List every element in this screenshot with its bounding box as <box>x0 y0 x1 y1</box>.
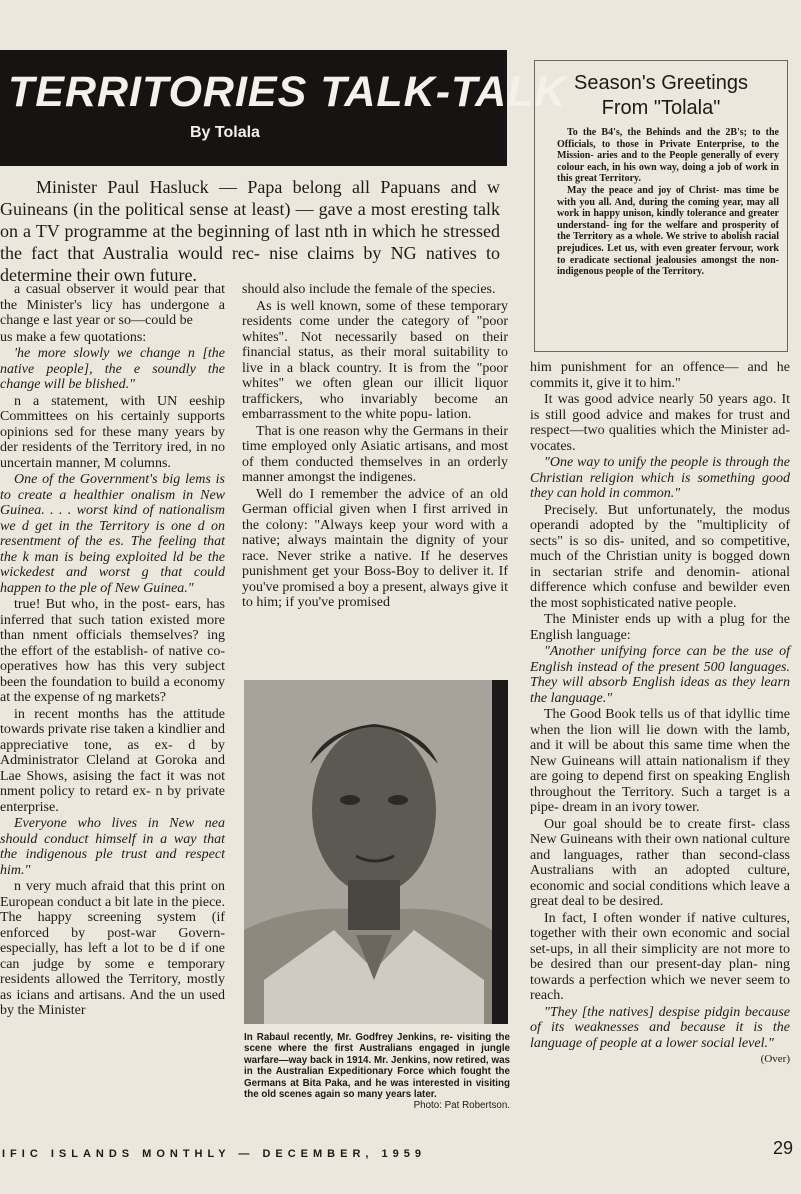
article-paragraph: As is well known, some of these temporary residents come under the category of "poor whites". Not necessarily based on their financial status, as their moral suitability to live in a black country. It is from the "poor whites" we often glean our illicit liquor traffickers, who invariably become an embarrassment to the white popu- lation. <box>242 298 508 422</box>
greetings-title-line2: From "Tolala" <box>601 97 721 119</box>
lead-paragraph <box>0 176 500 286</box>
article-paragraph: One of the Government's big lems is to create a healthier onalism in New Guinea. . . . worst kind of nationalism we d get in the Territory is one d on resentment of the es. The feeling that the k man is being exploited ld be the wickedest and worst g that could happen to the ple of New Guinea." <box>0 472 225 596</box>
article-paragraph: Our goal should be to create first- class New Guineans with their own national culture and languages, rather than second-class Australians with an adopted culture, economic and social conditions which leave a great deal to be desired. <box>530 816 790 909</box>
greetings-paragraph: May the peace and joy of Christ- mas time be with you all. And, during the coming year, may all work in happy unison, kindly tolerance and greater understand- ing for the welfare and prosperity of the Territory as a whole. We strive to abolish racial prejudices. Let us, with even greater fervour, work to eradicate sectional jealousies amongst the non- indigenous people of the Territory. <box>557 184 779 278</box>
page-number: 29 <box>772 1138 793 1158</box>
article-paragraph: true! But who, in the post- ears, has inferred that such tation existed more than nment officials themselves? ing the effort of the establish- of native co-operatives how has this very subject been the foundation to build a economy at the expense of ng markets? <box>0 597 225 705</box>
greetings-paragraph: To the B4's, the Behinds and the 2B's; to the Officials, to those in Private Enterprise, to the Mission- aries and to the People generally of every colour each, in his own way, doing a job of work in this great Territory. <box>557 127 779 185</box>
caption-text: In Rabaul recently, Mr. Godfrey Jenkins, re- visiting the scene where the first Australians engaged in jungle warfare—way back in 1914. Mr. Jenkins, now retired, was in the Australian Expeditionary Force which fought the Germans at Bita Paka, and he was interested in visiting the old scenes again so many years later. <box>244 1032 510 1101</box>
greetings-title <box>535 71 787 121</box>
portrait-illustration <box>244 680 508 1024</box>
article-paragraph: n very much afraid that this print on European conduct a bit late in the piece. The happy screening system (if enforced by post-war Govern- especially, has left a lot to be d if one can judge by some e temporary residents allowed the Territory, mostly as icians and artisans. And the un used by the Minister <box>0 879 225 1018</box>
column-1 <box>0 282 225 1020</box>
article-paragraph: Precisely. But unfortunately, the modus operandi adopted by the "multiplicity of sects" is so dis- united, and so competitive, much of the Christian unity is bogged down in sectarian strife and denomin- ational difference which confuse and bewilder even the most sophisticated native people. <box>530 502 790 611</box>
article-title: TERRITORIES TALK-TALK <box>8 68 567 116</box>
article-paragraph: n a statement, with UN eeship Committees on his certainly supports opinions sed for these many years by der residents of the Territory ired, in no uncertain manner, M columns. <box>0 393 225 471</box>
article-paragraph: The Minister ends up with a plug for the English language: <box>530 612 790 643</box>
greetings-body <box>557 127 779 278</box>
photo-credit: Photo: Pat Robertson. <box>413 1100 510 1112</box>
article-paragraph: him punishment for an offence— and he commits it, give it to him." <box>530 360 790 391</box>
greetings-title-line1: Season's Greetings <box>574 72 748 94</box>
title-banner <box>0 50 567 166</box>
page-footer <box>0 1138 801 1168</box>
continued-over-label: (Over) <box>760 1053 790 1065</box>
photo-caption <box>244 1032 510 1112</box>
article-paragraph: should also include the female of the species. <box>242 282 496 297</box>
footer-masthead: IFIC ISLANDS MONTHLY — DECEMBER, 1959 <box>2 1148 426 1160</box>
article-byline: By Tolala <box>190 124 260 141</box>
article-paragraph: us make a few quotations: <box>0 329 147 345</box>
article-paragraph: "Another unifying force can be the use of English instead of the present 500 languages. They will absorb English ideas as they learn the language." <box>530 644 790 706</box>
column-3 <box>530 360 790 1068</box>
article-paragraph: The Good Book tells us of that idyllic time when the lion will lie down with the lamb, and it will be about this same time when the New Guineans will attain nationalism if they are going to depend first on speaking English throughout the Territory. Such a target is a pipe- dream in an ivory tower. <box>530 707 790 815</box>
column-2 <box>242 282 508 612</box>
seasons-greetings-box <box>534 60 788 352</box>
lead-text: Minister Paul Hasluck — Papa belong all Papuans and w Guineans (in the political sense at least) — gave a most eresting talk on a TV programme at the beginning of last nth in which he stressed the fact that Australia would rec- nise claims by NG natives to determine their own future. <box>0 177 500 285</box>
article-paragraph: That is one reason why the Germans in their time employed only Asiatic artisans, and most of them conducted themselves in an orderly manner amongst the indigenes. <box>242 423 508 485</box>
article-paragraph: a casual observer it would pear that the Minister's licy has undergone a change e last year or so—could be <box>0 282 225 328</box>
portrait-photo <box>244 680 508 1024</box>
article-paragraph: In fact, I often wonder if native cultures, together with their own economic and social set-ups, in all their simplicity are not more to be desired than our present-day plan- ning towards a perfection which we never seem to reach. <box>530 910 790 1003</box>
article-paragraph: "One way to unify the people is through the Christian religion which is something good they can hold in common." <box>530 455 790 501</box>
article-paragraph: "They [the natives] despise pidgin because of its weaknesses and because it is the language of people at a lower social level." <box>530 1004 790 1051</box>
article-paragraph: Everyone who lives in New nea should conduct himself in a way that the indigenous ple trust and respect him." <box>0 816 225 878</box>
article-paragraph: Well do I remember the advice of an old German official given when I first arrived in the colony: "Always keep your word with a native; always maintain the dignity of your race. Never strike a native. If he deserves punishment get your Boss-Boy to deliver it. If you've promised a boy a present, always give it to him; if you've promised <box>242 486 508 610</box>
article-paragraph: in recent months has the attitude towards private rise taken a kindlier and appreciative tone, as ex- d by Administrator Cleland at Goroka and Lae Shows, asising the fact it was not nment policy to retard ex- n by private enterprise. <box>0 706 225 815</box>
article-paragraph: 'he more slowly we change n [the native people], the e soundly the change will be blished." <box>0 346 225 392</box>
article-paragraph: It was good advice nearly 50 years ago. It is still good advice and makes for trust and respect—two qualities which the Minister ad- vocates. <box>530 392 790 454</box>
